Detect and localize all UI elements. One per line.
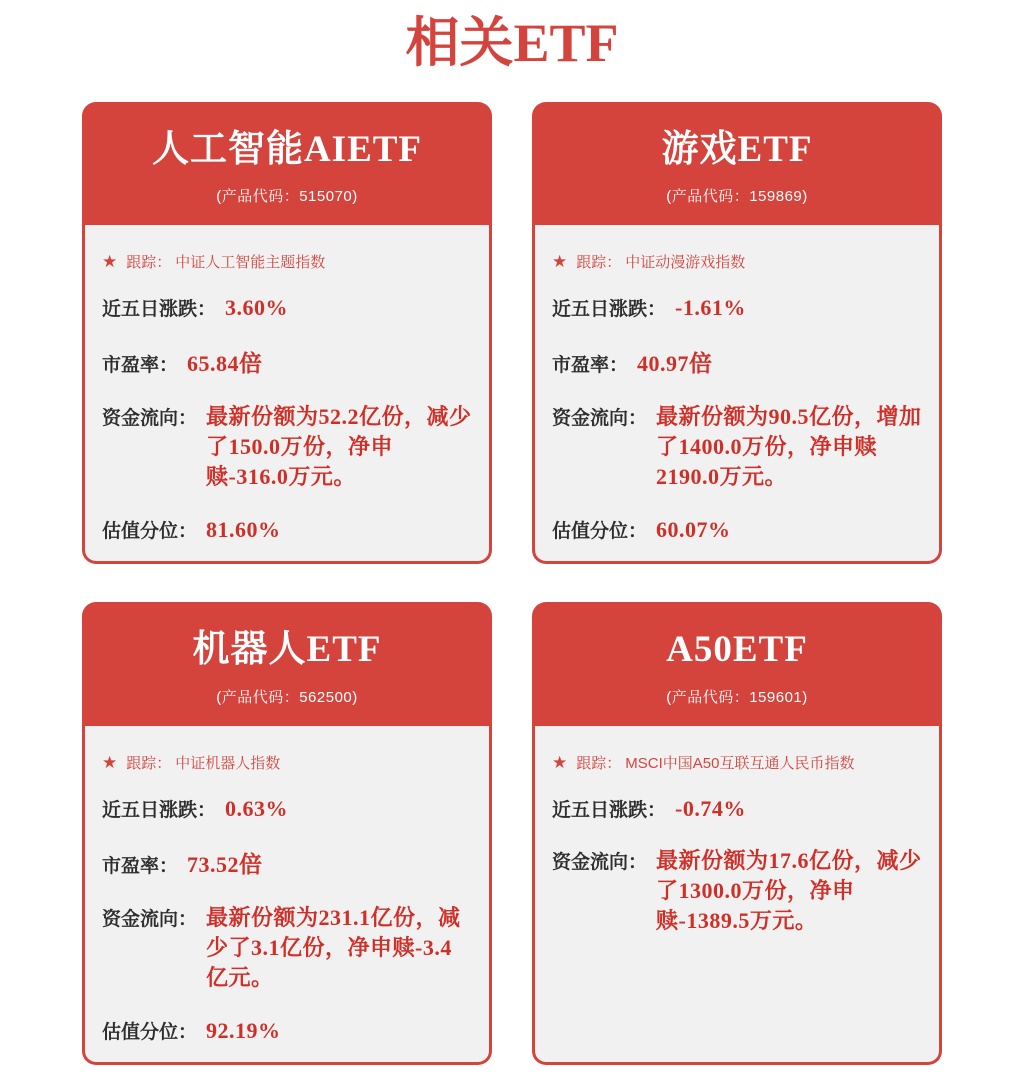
etf-card-header [532,102,942,225]
tracking-label: 跟踪： [126,754,172,772]
etf-name-en: A50ETF [666,629,808,671]
five-day-change-value: -0.74% [675,795,746,821]
pe-ratio-row [102,846,473,879]
tracking-row [102,752,473,773]
pe-suffix: 倍 [239,350,263,377]
five-day-change-row [102,294,473,321]
tracked-index-name: 中证人工智能主题指数 [175,254,326,272]
fund-flow-row [552,402,923,492]
etf-card-a50 [532,602,942,1064]
pe-suffix: 倍 [689,350,713,377]
fund-flow-value: 最新份额为52.2亿份，减少了150.0万份，净申赎-316.0万元。 [206,404,472,490]
etf-card-header [82,102,492,225]
pe-ratio-value [637,345,713,378]
fund-flow-value: 最新份额为17.6亿份，减少了1300.0万份，净申赎-1389.5万元。 [656,847,922,933]
pe-number: 65.84 [187,351,240,377]
tracking-label: 跟踪： [576,754,622,772]
five-day-change-label: 近五日涨跌： [552,799,667,821]
etf-card-aietf [82,102,492,564]
etf-name-zh: 机器人 [192,628,307,670]
etf-name-en: AIETF [303,129,423,171]
page-title-zh: 相关 [405,13,514,73]
tracking-row [552,752,923,773]
etf-name [542,127,932,172]
valuation-label: 估值分位： [102,1021,198,1043]
valuation-row [102,516,473,543]
pe-ratio-label: 市盈率： [552,355,629,377]
valuation-value: 92.19% [206,1017,281,1043]
pe-number: 40.97 [637,351,690,377]
fund-flow-value: 最新份额为231.1亿份，减少了3.1亿份，净申赎-3.4亿元。 [206,904,461,990]
valuation-row [102,1017,473,1044]
valuation-row [552,516,923,543]
fund-flow-row [552,846,923,936]
etf-card-body [82,225,492,564]
pe-ratio-row [552,345,923,378]
fund-flow-row [102,903,473,993]
pe-suffix: 倍 [239,850,263,877]
page-title-en: ETF [513,13,619,73]
fund-flow-value: 最新份额为90.5亿份，增加了1400.0万份，净申赎2190.0万元。 [656,404,922,490]
etf-name-en: ETF [737,129,813,171]
valuation-label: 估值分位： [552,521,648,543]
five-day-change-label: 近五日涨跌： [102,799,217,821]
etf-cards-grid [0,102,1024,1065]
five-day-change-row [552,795,923,822]
pe-ratio-row [102,345,473,378]
page-title [0,12,1024,74]
pe-ratio-value [187,345,263,378]
five-day-change-value: 3.60% [225,295,289,321]
etf-card-body [532,225,942,564]
etf-card-robot [82,602,492,1064]
tracking-label: 跟踪： [126,254,172,272]
five-day-change-label: 近五日涨跌： [552,299,667,321]
fund-flow-label: 资金流向： [102,408,198,430]
pe-number: 73.52 [187,851,240,877]
tracked-index-name: 中证机器人指数 [175,754,281,772]
etf-name [92,127,482,172]
etf-name [92,627,482,672]
fund-flow-label: 资金流向： [552,851,648,873]
valuation-label: 估值分位： [102,521,198,543]
star-icon: ★ [102,252,118,272]
etf-card-body [532,726,942,1065]
etf-name-en: ETF [306,629,382,671]
etf-product-code: (产品代码：159869) [666,188,808,206]
pe-ratio-label: 市盈率： [102,855,179,877]
fund-flow-row [102,402,473,492]
etf-card-game [532,102,942,564]
etf-product-code: (产品代码：515070) [216,188,358,206]
star-icon: ★ [552,752,568,772]
etf-name [542,627,932,672]
star-icon: ★ [552,252,568,272]
etf-card-body [82,726,492,1065]
five-day-change-row [552,294,923,321]
five-day-change-row [102,795,473,822]
etf-card-header [532,602,942,725]
etf-name-zh: 人工智能 [151,128,304,170]
pe-ratio-label: 市盈率： [102,355,179,377]
five-day-change-label: 近五日涨跌： [102,299,217,321]
fund-flow-label: 资金流向： [102,908,198,930]
tracked-index-name: MSCI中国A50互联互通人民币指数 [625,754,855,772]
etf-card-header [82,602,492,725]
tracked-index-name: 中证动漫游戏指数 [625,254,746,272]
tracking-row [102,251,473,272]
fund-flow-label: 资金流向： [552,408,648,430]
valuation-value: 60.07% [656,517,731,543]
tracking-row [552,251,923,272]
valuation-value: 81.60% [206,517,281,543]
five-day-change-value: 0.63% [225,795,289,821]
pe-ratio-value [187,846,263,879]
etf-product-code: (产品代码：159601) [666,688,808,706]
five-day-change-value: -1.61% [675,295,746,321]
etf-product-code: (产品代码：562500) [216,688,358,706]
star-icon: ★ [102,752,118,772]
etf-name-zh: 游戏 [661,128,738,170]
tracking-label: 跟踪： [576,254,622,272]
